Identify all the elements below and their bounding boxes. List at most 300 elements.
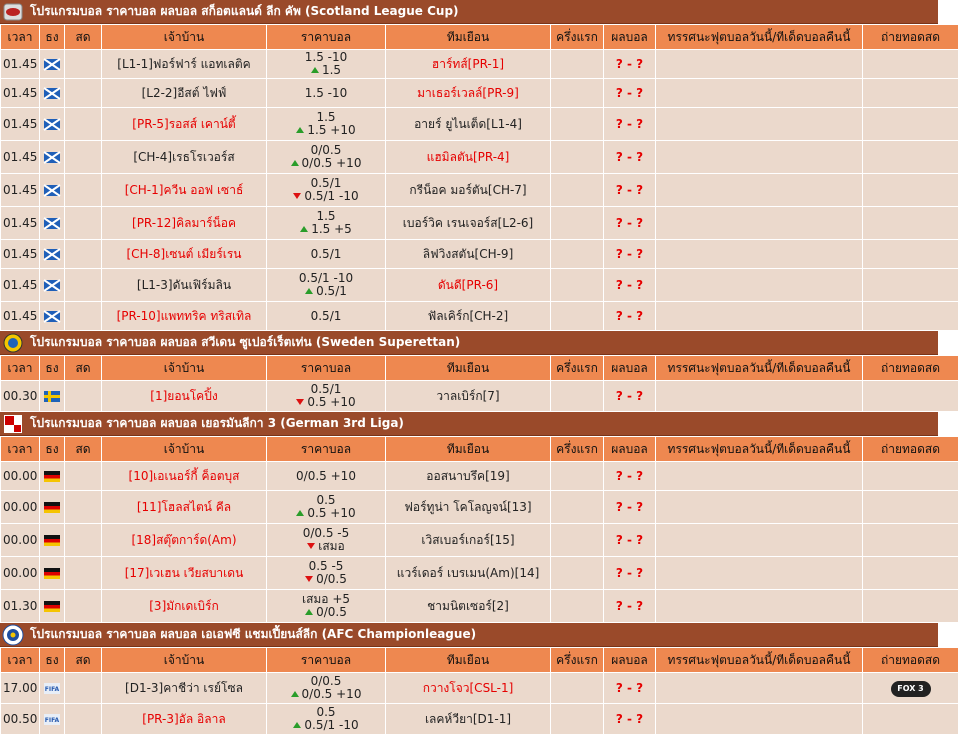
time-header: เวลา [1,648,39,672]
live-cell [65,207,101,239]
half-header: ครึ่งแรก [551,648,603,672]
odds-line-2 [267,573,385,586]
kickoff-time: 01.45 [1,269,39,301]
half-time-score [551,174,603,206]
half-time-score [551,704,603,734]
away-team[interactable]: เลคห์วียา[D1-1] [386,704,550,734]
odds-cell [267,704,385,734]
tv-cell [863,240,958,268]
away-team[interactable]: ออสนาบรึค[19] [386,462,550,490]
half-time-score [551,302,603,330]
odds-cell [267,557,385,589]
odds-cell [267,174,385,206]
tips-cell[interactable] [656,557,862,589]
arrow-up-icon [293,722,301,728]
table-header-row [1,356,958,380]
arrow-up-icon [291,160,299,166]
tips-header: ทรรศนะฟุตบอลวันนี้/ทีเด็ดบอลคืนนี้ [656,356,862,380]
odds-cell [267,524,385,556]
kickoff-time: 01.45 [1,141,39,173]
flag-header: ธง [40,25,64,49]
odds-line-1: 0.5/1 [310,308,342,323]
odds-line-2 [267,507,385,520]
scotland-league-cup-logo-icon [2,2,24,22]
full-time-score[interactable]: ? - ? [604,269,655,301]
home-header: เจ้าบ้าน [102,356,266,380]
odds-line-1: 0/0.5 [310,143,342,157]
away-header: ทีมเยือน [386,648,550,672]
time-header: เวลา [1,437,39,461]
home-team[interactable]: [PR-12]คิลมาร์น็อค [102,207,266,239]
away-team[interactable]: วาลเบิร์ก[7] [386,381,550,411]
arrow-up-icon [296,510,304,516]
live-cell [65,269,101,301]
odds-line-2-text: 0/0.5 +10 [301,156,362,170]
away-team[interactable]: ฟอร์ทูน่า โคโลญจน์[13] [386,491,550,523]
odds-line-1: 0.5 [316,493,336,507]
tips-cell[interactable] [656,302,862,330]
germany-flag-icon [40,524,64,556]
tv-cell [863,79,958,107]
tips-cell[interactable] [656,50,862,78]
tips-cell[interactable] [656,491,862,523]
live-cell [65,141,101,173]
tips-cell[interactable] [656,141,862,173]
live-header: สด [65,437,101,461]
tips-cell[interactable] [656,269,862,301]
odds-cell [267,269,385,301]
half-header: ครึ่งแรก [551,356,603,380]
away-header: ทีมเยือน [386,437,550,461]
away-team[interactable]: ชามนิตเซอร์[2] [386,590,550,622]
arrow-up-icon [305,609,313,615]
home-team[interactable]: [L1-3]ดันเฟิร์มลิน [102,269,266,301]
odds-cell [267,79,385,107]
odds-cell [267,141,385,173]
odds-cell [267,491,385,523]
half-time-score [551,491,603,523]
odds-line-1: 0.5/1 [310,382,342,396]
home-header: เจ้าบ้าน [102,25,266,49]
full-time-score[interactable]: ? - ? [604,557,655,589]
odds-header: ราคาบอล [267,356,385,380]
odds-line-2-text: 1.5 [321,63,342,77]
full-time-score[interactable]: ? - ? [604,240,655,268]
tips-cell[interactable] [656,704,862,734]
live-cell [65,704,101,734]
germany-flag-icon [40,590,64,622]
match-row[interactable] [1,108,958,140]
odds-line-2-text: 0.5 +10 [307,395,356,409]
odds-line-2 [267,190,385,203]
tv-cell [863,174,958,206]
half-time-score [551,557,603,589]
home-team[interactable]: [PR-5]รอสส์ เคาน์ตี้ [102,108,266,140]
tv-header: ถ่ายทอดสด [863,356,958,380]
live-cell [65,557,101,589]
league-title[interactable]: โปรแกรมบอล ราคาบอล ผลบอล เอเอฟซี แชมเปี้ยนส์ลีก (AFC Championleague) [30,627,477,641]
odds-line-2 [267,124,385,137]
odds-cell [267,462,385,490]
live-header: สด [65,356,101,380]
league-header [0,331,938,355]
odds-line-2-text: 0.5/1 -10 [304,189,359,203]
odds-line-1: 1.5 -10 [304,50,348,64]
full-time-score[interactable]: ? - ? [604,207,655,239]
half-time-score [551,524,603,556]
arrow-up-icon [296,127,304,133]
odds-line-1: 0.5 -5 [308,559,344,573]
league-title[interactable]: โปรแกรมบอล ราคาบอล ผลบอล สวีเดน ซูเปอร์เร็ตเท่น (Sweden Superettan) [30,335,461,349]
away-team[interactable]: แฮมิลตัน[PR-4] [386,141,550,173]
kickoff-time: 00.50 [1,704,39,734]
odds-line-1: 0/0.5 -5 [302,526,350,540]
full-time-score[interactable]: ? - ? [604,491,655,523]
match-row[interactable] [1,590,958,622]
match-row[interactable] [1,557,958,589]
home-team[interactable]: [1]ยอนโคปิ้ง [102,381,266,411]
full-time-score[interactable]: ? - ? [604,381,655,411]
league-header [0,0,938,24]
live-header: สด [65,25,101,49]
full-time-score[interactable]: ? - ? [604,704,655,734]
away-team[interactable]: เวิสเบอร์เกอร์[15] [386,524,550,556]
result-header: ผลบอล [604,25,655,49]
full-time-score[interactable]: ? - ? [604,673,655,703]
tips-cell[interactable] [656,381,862,411]
odds-line-1: 1.5 [316,209,336,223]
home-team[interactable]: [D1-3]คาชีว่า เรย์โซล [102,673,266,703]
half-header: ครึ่งแรก [551,437,603,461]
tv-header: ถ่ายทอดสด [863,648,958,672]
live-cell [65,491,101,523]
league-header [0,412,938,436]
home-team[interactable]: [11]โฮลสไตน์ คีล [102,491,266,523]
kickoff-time: 01.45 [1,79,39,107]
table-header-row [1,25,958,49]
scotland-flag-icon [40,79,64,107]
away-team[interactable]: แวร์เดอร์ เบรเมน(Am)[14] [386,557,550,589]
league-title[interactable]: โปรแกรมบอล ราคาบอล ผลบอล เยอรมันลีกา 3 (German 3rd Liga) [30,416,404,430]
kickoff-time: 01.45 [1,207,39,239]
match-row[interactable] [1,381,958,411]
match-table [0,355,959,412]
odds-line-2 [267,285,385,298]
tips-cell[interactable] [656,673,862,703]
home-team[interactable]: [18]สตุ๊ตการ์ด(Am) [102,524,266,556]
odds-line-2-text: 0.5/1 -10 [304,718,359,732]
afc-champions-league-logo-icon [2,625,24,645]
odds-line-2 [267,157,385,170]
half-time-score [551,240,603,268]
live-cell [65,240,101,268]
home-team[interactable]: [PR-3]อัล อิลาล [102,704,266,734]
scotland-flag-icon [40,50,64,78]
odds-cell [267,673,385,703]
tv-cell [863,491,958,523]
tv-cell [863,50,958,78]
tips-cell[interactable] [656,108,862,140]
home-team[interactable]: [CH-4]เรธโรเวอร์ส [102,141,266,173]
tv-cell [863,381,958,411]
away-team[interactable]: มาเธอร์เวลล์[PR-9] [386,79,550,107]
tv-header: ถ่ายทอดสด [863,25,958,49]
full-time-score[interactable]: ? - ? [604,462,655,490]
kickoff-time: 17.00 [1,673,39,703]
match-row[interactable] [1,491,958,523]
odds-header: ราคาบอล [267,648,385,672]
tv-cell [863,141,958,173]
half-time-score [551,141,603,173]
live-cell [65,108,101,140]
tv-cell [863,108,958,140]
home-team[interactable]: [PR-10]แพททริค ทริสเทิล [102,302,266,330]
tv-cell [863,269,958,301]
live-cell [65,524,101,556]
kickoff-time: 01.30 [1,590,39,622]
half-time-score [551,108,603,140]
svg-text:FIFA: FIFA [44,686,60,693]
home-team[interactable]: [L2-2]อีสต์ ไฟฟ์ [102,79,266,107]
odds-line-1: 0.5/1 -10 [298,271,354,285]
match-row[interactable] [1,174,958,206]
tv-cell [863,302,958,330]
odds-cell [267,590,385,622]
away-team[interactable]: เบอร์วิค เรนเจอร์ส[L2-6] [386,207,550,239]
match-row[interactable] [1,50,958,78]
kickoff-time: 01.45 [1,174,39,206]
tips-cell[interactable] [656,79,862,107]
arrow-down-icon [307,543,315,549]
scotland-flag-icon [40,269,64,301]
away-team[interactable]: อายร์ ยูไนเต็ด[L1-4] [386,108,550,140]
home-header: เจ้าบ้าน [102,437,266,461]
half-time-score [551,590,603,622]
full-time-score[interactable]: ? - ? [604,302,655,330]
sweden-flag-icon [40,381,64,411]
match-table [0,647,959,735]
germany-flag-icon [40,462,64,490]
live-cell [65,174,101,206]
live-cell [65,302,101,330]
odds-header: ราคาบอล [267,437,385,461]
odds-line-1: 0.5 [316,705,336,719]
tips-cell[interactable] [656,207,862,239]
tips-header: ทรรศนะฟุตบอลวันนี้/ทีเด็ดบอลคืนนี้ [656,25,862,49]
odds-line-2 [267,688,385,701]
kickoff-time: 01.45 [1,50,39,78]
full-time-score[interactable]: ? - ? [604,174,655,206]
odds-line-2 [267,223,385,236]
odds-line-2-text: 1.5 +5 [311,222,352,236]
time-header: เวลา [1,25,39,49]
odds-cell [267,381,385,411]
tips-cell[interactable] [656,524,862,556]
fifa-flag-icon [40,704,64,734]
kickoff-time: 01.45 [1,108,39,140]
full-time-score[interactable]: ? - ? [604,524,655,556]
tips-cell[interactable] [656,462,862,490]
kickoff-time: 00.00 [1,524,39,556]
match-table [0,24,959,331]
tips-cell[interactable] [656,240,862,268]
away-team[interactable]: กวางโจว[CSL-1] [386,673,550,703]
odds-line-2-text: 0/0.5 [316,572,347,586]
match-row[interactable] [1,704,958,734]
kickoff-time: 00.00 [1,557,39,589]
half-time-score [551,79,603,107]
svg-text:FIFA: FIFA [44,717,60,724]
tv-cell [863,462,958,490]
odds-line-2-text: 0.5/1 [316,284,347,298]
match-row[interactable] [1,141,958,173]
odds-line-2 [267,396,385,409]
odds-line-2-text: 0.5 +10 [307,506,356,520]
table-header-row [1,648,958,672]
odds-line-1: 0.5/1 [310,246,342,261]
time-header: เวลา [1,356,39,380]
germany-flag-icon [40,557,64,589]
live-cell [65,673,101,703]
full-time-score[interactable]: ? - ? [604,50,655,78]
live-cell [65,79,101,107]
odds-line-1: 1.5 -10 [304,85,348,100]
flag-header: ธง [40,648,64,672]
full-time-score[interactable]: ? - ? [604,79,655,107]
tv-cell [863,207,958,239]
flag-header: ธง [40,356,64,380]
match-row[interactable] [1,524,958,556]
odds-cell [267,302,385,330]
arrow-up-icon [311,67,319,73]
home-team[interactable]: [10]เอเนอร์กี้ ค็อตบุส [102,462,266,490]
live-cell [65,590,101,622]
match-row[interactable] [1,462,958,490]
away-header: ทีมเยือน [386,25,550,49]
odds-cell [267,240,385,268]
odds-line-2-text: 0/0.5 +10 [301,687,362,701]
home-team[interactable]: [3]มักเดเบิร์ก [102,590,266,622]
home-team[interactable]: [L1-1]ฟอร์ฟาร์ แอทเลติค [102,50,266,78]
table-header-row [1,437,958,461]
kickoff-time: 01.45 [1,240,39,268]
tips-cell[interactable] [656,590,862,622]
away-team[interactable]: ดันดี[PR-6] [386,269,550,301]
tips-header: ทรรศนะฟุตบอลวันนี้/ทีเด็ดบอลคืนนี้ [656,648,862,672]
odds-line-1: 0/0.5 +10 [296,468,356,483]
scotland-flag-icon [40,174,64,206]
sweden-superettan-logo-icon [2,333,24,353]
home-team[interactable]: [17]เวเฮน เวียสบาเดน [102,557,266,589]
odds-line-2 [267,606,385,619]
scotland-flag-icon [40,302,64,330]
away-header: ทีมเยือน [386,356,550,380]
arrow-down-icon [293,193,301,199]
half-time-score [551,673,603,703]
league-title[interactable]: โปรแกรมบอล ราคาบอล ผลบอล สก็อตแลนด์ ลีก คัพ (Scotland League Cup) [30,4,459,18]
match-row[interactable] [1,269,958,301]
tv-cell [863,557,958,589]
odds-line-1: 1.5 [316,110,336,124]
home-team[interactable]: [CH-8]เซนต์ เมียร์เรน [102,240,266,268]
odds-line-1: เสมอ +5 [301,592,351,606]
odds-header: ราคาบอล [267,25,385,49]
tv-header: ถ่ายทอดสด [863,437,958,461]
live-header: สด [65,648,101,672]
fifa-flag-icon [40,673,64,703]
result-header: ผลบอล [604,648,655,672]
tips-header: ทรรศนะฟุตบอลวันนี้/ทีเด็ดบอลคืนนี้ [656,437,862,461]
scotland-flag-icon [40,141,64,173]
tv-cell [863,590,958,622]
kickoff-time: 00.00 [1,462,39,490]
half-time-score [551,50,603,78]
fox-sports-tv-icon[interactable]: FOX 3 [891,681,931,697]
away-team[interactable]: ลิฟวิงสตัน[CH-9] [386,240,550,268]
live-cell [65,50,101,78]
away-team[interactable]: ฟัลเคิร์ก[CH-2] [386,302,550,330]
match-row[interactable] [1,302,958,330]
full-time-score[interactable]: ? - ? [604,108,655,140]
odds-line-2 [267,64,385,77]
home-header: เจ้าบ้าน [102,648,266,672]
half-time-score [551,381,603,411]
odds-cell [267,108,385,140]
match-row[interactable] [1,240,958,268]
arrow-up-icon [305,288,313,294]
result-header: ผลบอล [604,356,655,380]
odds-cell [267,207,385,239]
match-table [0,436,959,623]
odds-line-2-text: 1.5 +10 [307,123,356,137]
half-time-score [551,269,603,301]
scotland-flag-icon [40,207,64,239]
odds-line-2 [267,540,385,553]
tv-cell [863,704,958,734]
result-header: ผลบอล [604,437,655,461]
scotland-flag-icon [40,108,64,140]
odds-line-2-text: 0/0.5 [316,605,347,619]
half-time-score [551,462,603,490]
kickoff-time: 01.45 [1,302,39,330]
odds-line-1: 0.5/1 [310,176,342,190]
half-header: ครึ่งแรก [551,25,603,49]
full-time-score[interactable]: ? - ? [604,141,655,173]
kickoff-time: 00.30 [1,381,39,411]
germany-flag-icon [40,491,64,523]
home-team[interactable]: [CH-1]ควีน ออฟ เซาธ์ [102,174,266,206]
half-time-score [551,207,603,239]
full-time-score[interactable]: ? - ? [604,590,655,622]
german-3-liga-logo-icon [2,414,24,434]
arrow-down-icon [305,576,313,582]
match-row[interactable] [1,79,958,107]
tips-cell[interactable] [656,174,862,206]
live-cell [65,381,101,411]
scotland-flag-icon [40,240,64,268]
away-team[interactable]: ฮาร์ทส์[PR-1] [386,50,550,78]
arrow-up-icon [291,691,299,697]
match-row[interactable] [1,673,958,703]
tv-cell [863,524,958,556]
odds-line-1: 0/0.5 [310,674,342,688]
tv-cell [863,673,958,703]
odds-cell [267,50,385,78]
away-team[interactable]: กรีน็อค มอร์ตัน[CH-7] [386,174,550,206]
match-row[interactable] [1,207,958,239]
odds-line-2 [267,719,385,732]
kickoff-time: 00.00 [1,491,39,523]
